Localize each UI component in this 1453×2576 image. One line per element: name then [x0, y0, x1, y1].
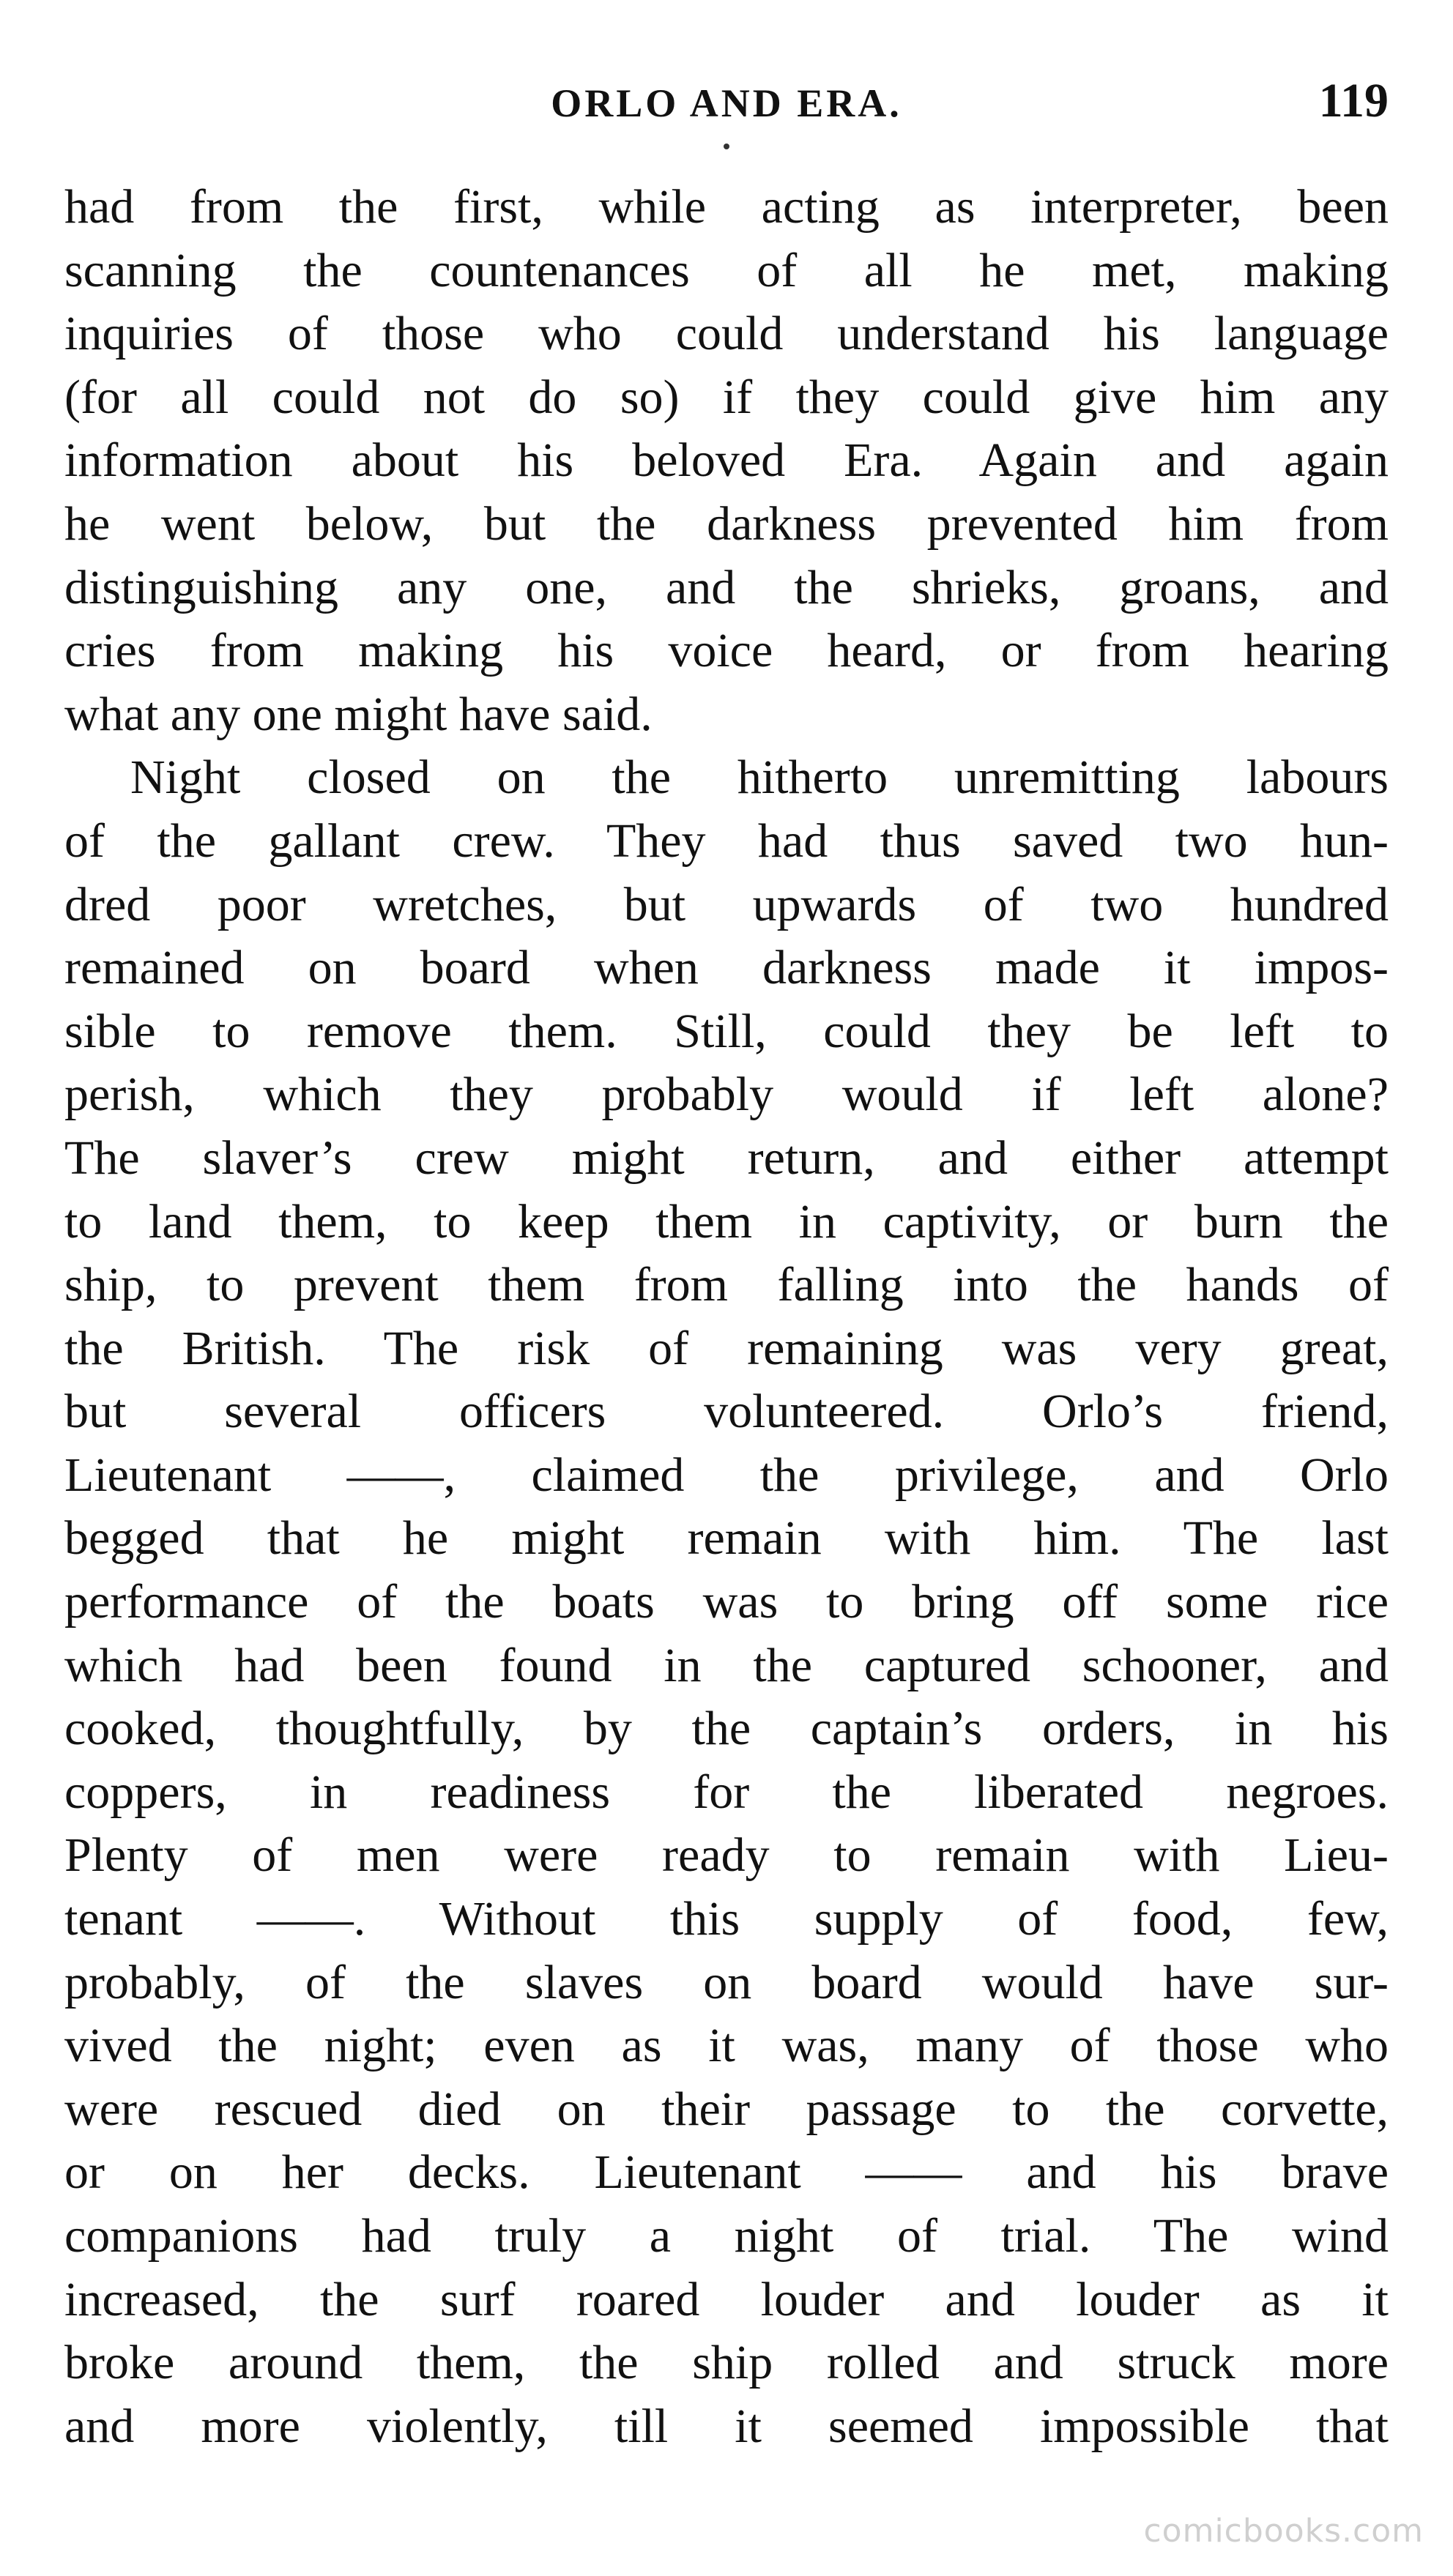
- text-line: of the gallant crew. They had thus saved two hun-: [64, 814, 1389, 868]
- text-line: broke around them, the ship rolled and struck more: [64, 2336, 1389, 2390]
- text-line: or on her decks. Lieutenant —— and his brave: [64, 2145, 1389, 2200]
- page-number: 119: [1318, 74, 1389, 127]
- text-line: (for all could not do so) if they could give him any: [64, 370, 1389, 424]
- text-line: probably, of the slaves on board would have sur-: [64, 1955, 1389, 2009]
- text-line: he went below, but the darkness prevented him from: [64, 496, 1389, 551]
- print-mark: [724, 144, 729, 149]
- text-line: remained on board when darkness made it impos-: [64, 941, 1389, 995]
- text-line: what any one might have said.: [64, 687, 653, 741]
- text-line: performance of the boats was to bring off some rice: [64, 1575, 1389, 1629]
- paragraph-2: [64, 746, 1389, 2458]
- text-line: sible to remove them. Still, could they be left to: [64, 1004, 1389, 1058]
- text-line: companions had truly a night of trial. The wind: [64, 2209, 1389, 2263]
- text-line: scanning the countenances of all he met, making: [64, 243, 1389, 297]
- text-line: cries from making his voice heard, or from hearing: [64, 624, 1389, 678]
- text-line: tenant ——. Without this supply of food, few,: [64, 1892, 1389, 1946]
- text-line: vived the night; even as it was, many of those who: [64, 2019, 1389, 2073]
- text-line: which had been found in the captured schooner, and: [64, 1638, 1389, 1692]
- text-line: coppers, in readiness for the liberated negroes.: [64, 1765, 1389, 1819]
- text-line: increased, the surf roared louder and louder as it: [64, 2272, 1389, 2326]
- text-line: were rescued died on their passage to the corvette,: [64, 2082, 1389, 2136]
- text-line: but several officers volunteered. Orlo’s friend,: [64, 1385, 1389, 1439]
- running-title: ORLO AND ERA.: [551, 81, 902, 125]
- text-line: the British. The risk of remaining was very great,: [64, 1321, 1389, 1375]
- text-line: Lieutenant ——, claimed the privilege, and Orlo: [64, 1448, 1389, 1502]
- text-line: begged that he might remain with him. The last: [64, 1511, 1389, 1566]
- text-line: and more violently, till it seemed impossible that: [64, 2399, 1389, 2453]
- watermark: comicbooks.com: [1143, 2512, 1424, 2550]
- text-line: inquiries of those who could understand his language: [64, 307, 1389, 361]
- text-line: distinguishing any one, and the shrieks, groans, and: [64, 560, 1389, 614]
- text-line: ship, to prevent them from falling into the hands of: [64, 1258, 1389, 1312]
- text-line: cooked, thoughtfully, by the captain’s orders, in his: [64, 1702, 1389, 1756]
- text-line: The slaver’s crew might return, and either attempt: [64, 1131, 1389, 1185]
- text-line: had from the first, while acting as interpreter, been: [64, 180, 1389, 234]
- text-line: Night closed on the hitherto unremitting labours: [130, 751, 1389, 805]
- body-text: [64, 176, 1389, 2458]
- text-line: Plenty of men were ready to remain with Lieu-: [64, 1828, 1389, 1883]
- text-line: to land them, to keep them in captivity, or burn the: [64, 1194, 1389, 1248]
- text-line: information about his beloved Era. Again and again: [64, 433, 1389, 488]
- text-line: dred poor wretches, but upwards of two hundred: [64, 877, 1389, 931]
- paragraph-1: [64, 176, 1389, 746]
- running-head: [64, 73, 1389, 132]
- text-line: perish, which they probably would if left alone?: [64, 1068, 1389, 1122]
